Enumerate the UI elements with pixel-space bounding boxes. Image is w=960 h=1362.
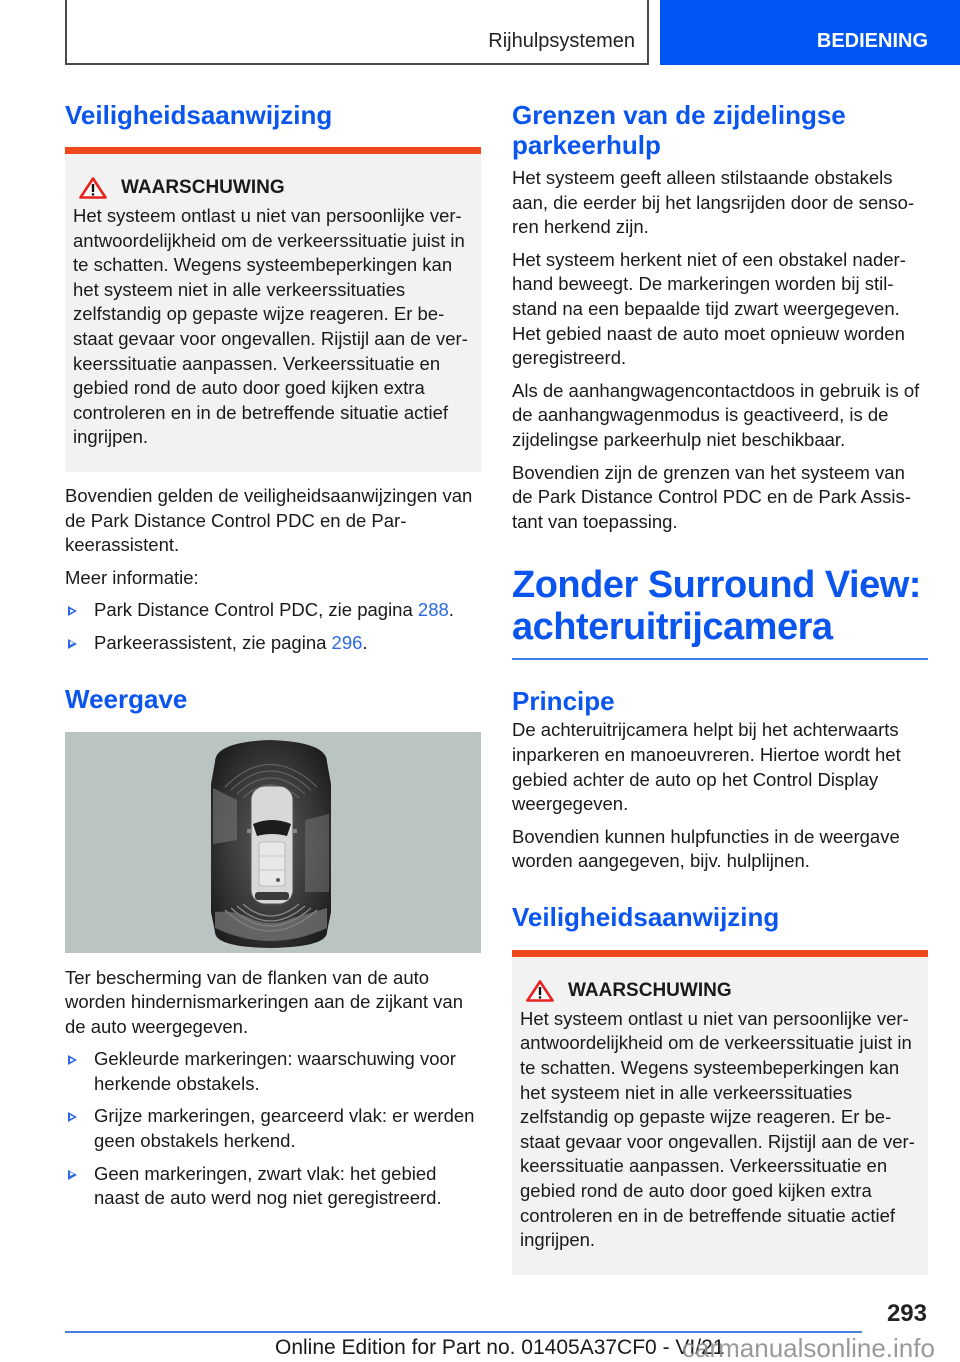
- list-item: Parkeerassistent, zie pagina 296.: [65, 631, 481, 656]
- page-link-288[interactable]: 288: [417, 599, 449, 621]
- warning-header: [520, 979, 920, 1003]
- bullet-triangle-icon: [68, 1055, 77, 1065]
- bullet-triangle-icon: [68, 1170, 77, 1180]
- list-item: Park Distance Control PDC, zie pagina 288.: [65, 598, 481, 623]
- warning-box: [65, 147, 481, 472]
- warning-title: WAARSCHUWING: [568, 979, 732, 1001]
- header-chapter-tab: [660, 0, 960, 65]
- section-heading-display: Weergave: [65, 683, 188, 714]
- paragraph: Het systeem geeft alleen stilstaande obstakels aan, die eerder bij het langsrijden door de sensoren herkend zijn.: [512, 167, 915, 238]
- bullet-triangle-icon: [68, 639, 77, 649]
- warning-box: [512, 950, 928, 1275]
- list-item: Grijze markeringen, gearceerd vlak: er werden geen obstakels herkend.: [65, 1104, 481, 1153]
- page-link-296[interactable]: 296: [331, 631, 363, 653]
- warning-text: Het systeem ontlast u niet van persoonlijke verantwoordelijkheid om de verkeerssituatie juist in te schatten. Wegens systeembeperkingen kan het systeem niet in alle verkeerssituaties zelfstandig op gepaste wijze reageren. Er bestaat gevaar voor ongevallen. Rijstijl aan de verkeerssituatie aanpassen. Verkeerssituatie en gebied rond de auto door goed kijken extra controleren en in de betreffende situatie actief ingrijpen.: [520, 1007, 915, 1251]
- list-item: Geen markeringen, zwart vlak: het gebied naast de auto werd nog niet geregistreerd.: [65, 1162, 481, 1211]
- paragraph: Ter bescherming van de flanken van de auto worden hindernismarkeringen aan de zijkant van de auto weergegeven.: [65, 966, 463, 1037]
- paragraph: Bovendien zijn de grenzen van het systeem van de Park Distance Control PDC en de Park Assistant van toepassing.: [512, 461, 911, 532]
- paragraph: Bovendien gelden de veiligheidsaanwijzingen van de Park Distance Control PDC en de Parkeerassistent.: [65, 484, 473, 556]
- header-section-label: Rijhulpsystemen: [488, 30, 635, 52]
- paragraph: Meer informatie:: [65, 566, 199, 588]
- page-number: 293: [886, 1300, 927, 1327]
- section-heading-limits: Grenzen van de zijdelingse parkeerhulp: [512, 100, 846, 160]
- section-heading-principle: Principe: [512, 686, 615, 717]
- bullet-triangle-icon: [68, 1112, 77, 1122]
- marking-list: [65, 1047, 481, 1211]
- paragraph: Het systeem herkent niet of een obstakel naderhand beweegt. De markeringen worden bij stilstand na een bepaalde tijd zwart weergegeven. Het gebied naast de auto moet opnieuw worden geregistreerd.: [512, 248, 906, 369]
- list-item: Gekleurde markeringen: waarschuwing voor herkende obstakels.: [65, 1047, 481, 1096]
- warning-title: WAARSCHUWING: [121, 177, 285, 198]
- parking-assist-figure: [65, 732, 481, 953]
- header-section-tab: [65, 0, 649, 65]
- right-column: [512, 100, 928, 1275]
- paragraph: Bovendien kunnen hulpfuncties in de weergave worden aangegeven, bijv. hulplijnen.: [512, 825, 900, 872]
- heading-divider: [512, 658, 928, 660]
- bullet-triangle-icon: [68, 606, 77, 616]
- footer-edition: Online Edition for Part no. 01405A37CF0 - VI/21: [275, 1336, 725, 1359]
- section-heading-safety-2: Veiligheidsaanwijzing: [512, 901, 780, 932]
- section-heading-safety: Veiligheidsaanwijzing: [65, 100, 333, 130]
- reference-list: [65, 598, 481, 655]
- header-chapter-label: BEDIENING: [816, 30, 928, 52]
- warning-header: [73, 176, 473, 200]
- warning-text: Het systeem ontlast u niet van persoonlijke verantwoordelijkheid om de verkeerssituatie juist in te schatten. Wegens systeembeperkingen kan het systeem niet in alle verkeerssituaties zelfstandig op gepaste wijze reageren. Er bestaat gevaar voor ongevallen. Rijstijl aan de verkeerssituatie aanpassen. Verkeerssituatie en gebied rond de auto door goed kijken extra controleren en in de betreffende situatie actief ingrijpen.: [73, 205, 468, 448]
- left-column: [65, 100, 481, 1211]
- paragraph: Als de aanhangwagencontactdoos in gebruik is of de aanhangwagenmodus is geactiveerd, is de zijdelingse parkeerhulp niet beschikbaar.: [512, 379, 920, 450]
- chapter-heading: Zonder Surround View: achteruitrijcamera: [512, 564, 921, 649]
- watermark: carmanualsonline.info: [682, 1333, 935, 1362]
- paragraph: De achteruitrijcamera helpt bij het achterwaarts inparkeren en manoeuvreren. Hiertoe wordt het gebied achter de auto op het Control Display weergegeven.: [512, 719, 901, 815]
- warning-triangle-icon: [79, 177, 107, 199]
- warning-triangle-icon: [526, 980, 554, 1002]
- car-top-view-illustration: [65, 732, 481, 953]
